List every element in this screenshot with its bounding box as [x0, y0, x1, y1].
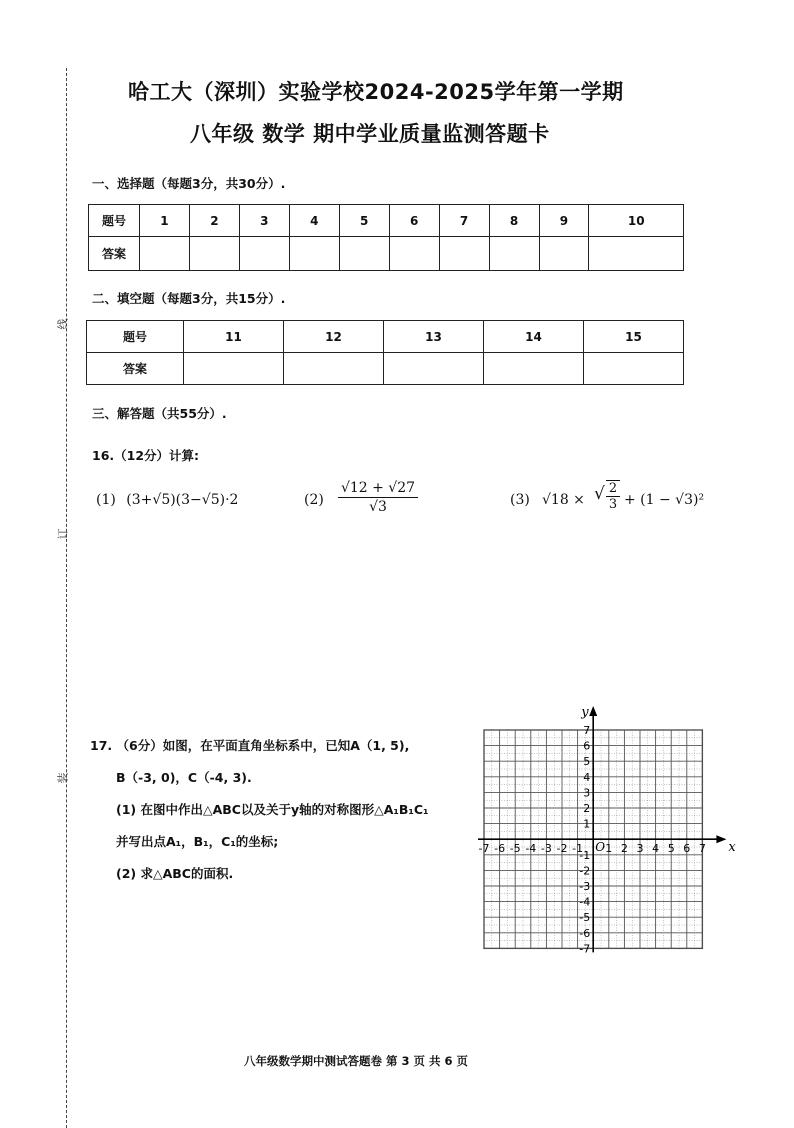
x-tick-label: 4 — [652, 842, 660, 856]
coordinate-grid-figure — [470, 700, 750, 962]
choice-qnum: 4 — [289, 205, 339, 237]
q16-part3-frac-den: 3 — [608, 497, 618, 512]
choice-answer-cell[interactable] — [489, 237, 539, 271]
y-tick-label: -7 — [579, 942, 591, 956]
choice-answer-cell[interactable] — [289, 237, 339, 271]
fill-qnum: 12 — [284, 321, 384, 353]
q16-part3-label: (3) — [510, 492, 530, 508]
y-tick-label: 4 — [583, 770, 591, 784]
q16-part1-expr: (3+√5)(3−√5)·2 — [126, 492, 239, 508]
choice-answer-cell[interactable] — [140, 237, 190, 271]
fill-qnum: 15 — [584, 321, 684, 353]
x-tick-label: -1 — [572, 842, 584, 856]
y-tick-label: -3 — [579, 880, 591, 893]
q16-part1 — [96, 492, 238, 508]
x-axis-label: x — [728, 840, 736, 856]
y-tick-label: -5 — [579, 911, 591, 925]
fill-answer-table — [86, 320, 684, 385]
y-axis-label: y — [581, 705, 589, 720]
x-tick-label: 3 — [636, 842, 644, 856]
x-axis-arrow-icon — [716, 835, 726, 843]
section1-heading: 一、选择题（每题3分，共30分）. — [92, 176, 286, 191]
choice-answer-label: 答案 — [89, 237, 140, 271]
choice-qnum: 1 — [140, 205, 190, 237]
y-tick-label: 2 — [583, 802, 591, 815]
x-tick-label: 7 — [698, 842, 706, 856]
q17-line3: (1) 在图中作出△ABC以及关于y轴的对称图形△A₁B₁C₁ — [116, 802, 429, 817]
page-title-line1: 哈工大（深圳）实验学校2024-2025学年第一学期 — [128, 80, 624, 104]
choice-qnum: 7 — [439, 205, 489, 237]
choice-answer-cell[interactable] — [239, 237, 289, 271]
q17-line5: (2) 求△ABC的面积. — [116, 866, 234, 881]
section2-heading: 二、填空题（每题3分，共15分）. — [92, 291, 286, 306]
sqrt-radical-icon: √ — [594, 484, 605, 504]
choice-qnum: 6 — [389, 205, 439, 237]
y-tick-label: -4 — [579, 895, 591, 909]
choice-answer-cell[interactable] — [389, 237, 439, 271]
fill-answer-cell[interactable] — [384, 353, 484, 385]
fill-answer-cell[interactable] — [184, 353, 284, 385]
q16-part3-expr-b: + (1 − √3)² — [624, 492, 705, 508]
binding-char-zhuang: 装 — [56, 772, 70, 784]
fill-answer-cell[interactable] — [284, 353, 384, 385]
q17-line2: B（-3, 0)，C（-4, 3). — [116, 770, 252, 785]
binding-char-ding: 订 — [56, 528, 70, 540]
fill-answer-cell[interactable] — [584, 353, 684, 385]
x-tick-label: 5 — [667, 842, 675, 856]
fill-qnum: 13 — [384, 321, 484, 353]
choice-answer-cell[interactable] — [589, 237, 684, 271]
choice-qnum: 8 — [489, 205, 539, 237]
x-tick-label: -7 — [478, 842, 490, 856]
fill-answer-label: 答案 — [87, 353, 184, 385]
choice-qnum: 5 — [339, 205, 389, 237]
binding-dashed-line — [66, 68, 67, 1128]
y-tick-label: 3 — [583, 786, 591, 800]
page-title-line2: 八年级 数学 期中学业质量监测答题卡 — [190, 122, 550, 146]
y-tick-label: -2 — [579, 864, 591, 878]
y-tick-label: 1 — [583, 817, 591, 831]
q16-part3-frac-num: 2 — [606, 481, 620, 497]
choice-qnum: 3 — [239, 205, 289, 237]
q16-part1-label: (1) — [96, 492, 116, 508]
q16-part3-expr-a: √18 × — [542, 492, 585, 508]
x-tick-label: -5 — [509, 842, 521, 856]
q16-part2-denominator: √3 — [369, 499, 387, 515]
y-tick-label: 6 — [583, 739, 591, 753]
choice-qnum-label: 题号 — [89, 205, 140, 237]
choice-answer-cell[interactable] — [539, 237, 589, 271]
y-tick-label: 7 — [583, 724, 591, 737]
x-tick-label: -3 — [540, 842, 552, 856]
fill-qnum-label: 题号 — [87, 321, 184, 353]
choice-answer-table — [88, 204, 684, 271]
page-footer: 八年级数学期中测试答题卷 第 3 页 共 6 页 — [244, 1054, 469, 1068]
y-tick-label: -6 — [579, 926, 591, 940]
q17-line4: 并写出点A₁，B₁，C₁的坐标; — [116, 834, 279, 849]
fill-answer-cell[interactable] — [484, 353, 584, 385]
q17-line1: 17. （6分）如图，在平面直角坐标系中，已知A（1, 5), — [90, 738, 410, 753]
choice-answer-cell[interactable] — [439, 237, 489, 271]
fill-qnum: 11 — [184, 321, 284, 353]
choice-qnum: 2 — [189, 205, 239, 237]
x-tick-label: 2 — [620, 842, 628, 856]
x-tick-label: 6 — [683, 842, 691, 856]
origin-label: O — [595, 840, 606, 855]
q16-part2-numerator: √12 + √27 — [338, 480, 418, 498]
fill-qnum: 14 — [484, 321, 584, 353]
x-tick-label: -4 — [525, 842, 537, 856]
q16-stem: 16.（12分）计算: — [92, 448, 200, 463]
x-tick-label: -6 — [494, 842, 506, 856]
choice-qnum: 9 — [539, 205, 589, 237]
choice-answer-cell[interactable] — [189, 237, 239, 271]
binding-char-xian: 线 — [56, 318, 70, 330]
q16-part2-label: (2) — [304, 492, 324, 508]
y-axis-arrow-icon — [589, 706, 597, 716]
x-tick-label: -2 — [556, 842, 568, 856]
x-tick-label: 1 — [605, 842, 613, 856]
section3-heading: 三、解答题（共55分）. — [92, 406, 227, 421]
y-tick-label: 5 — [583, 755, 591, 769]
y-tick-label: -1 — [579, 848, 591, 862]
choice-qnum: 10 — [589, 205, 684, 237]
choice-answer-cell[interactable] — [339, 237, 389, 271]
